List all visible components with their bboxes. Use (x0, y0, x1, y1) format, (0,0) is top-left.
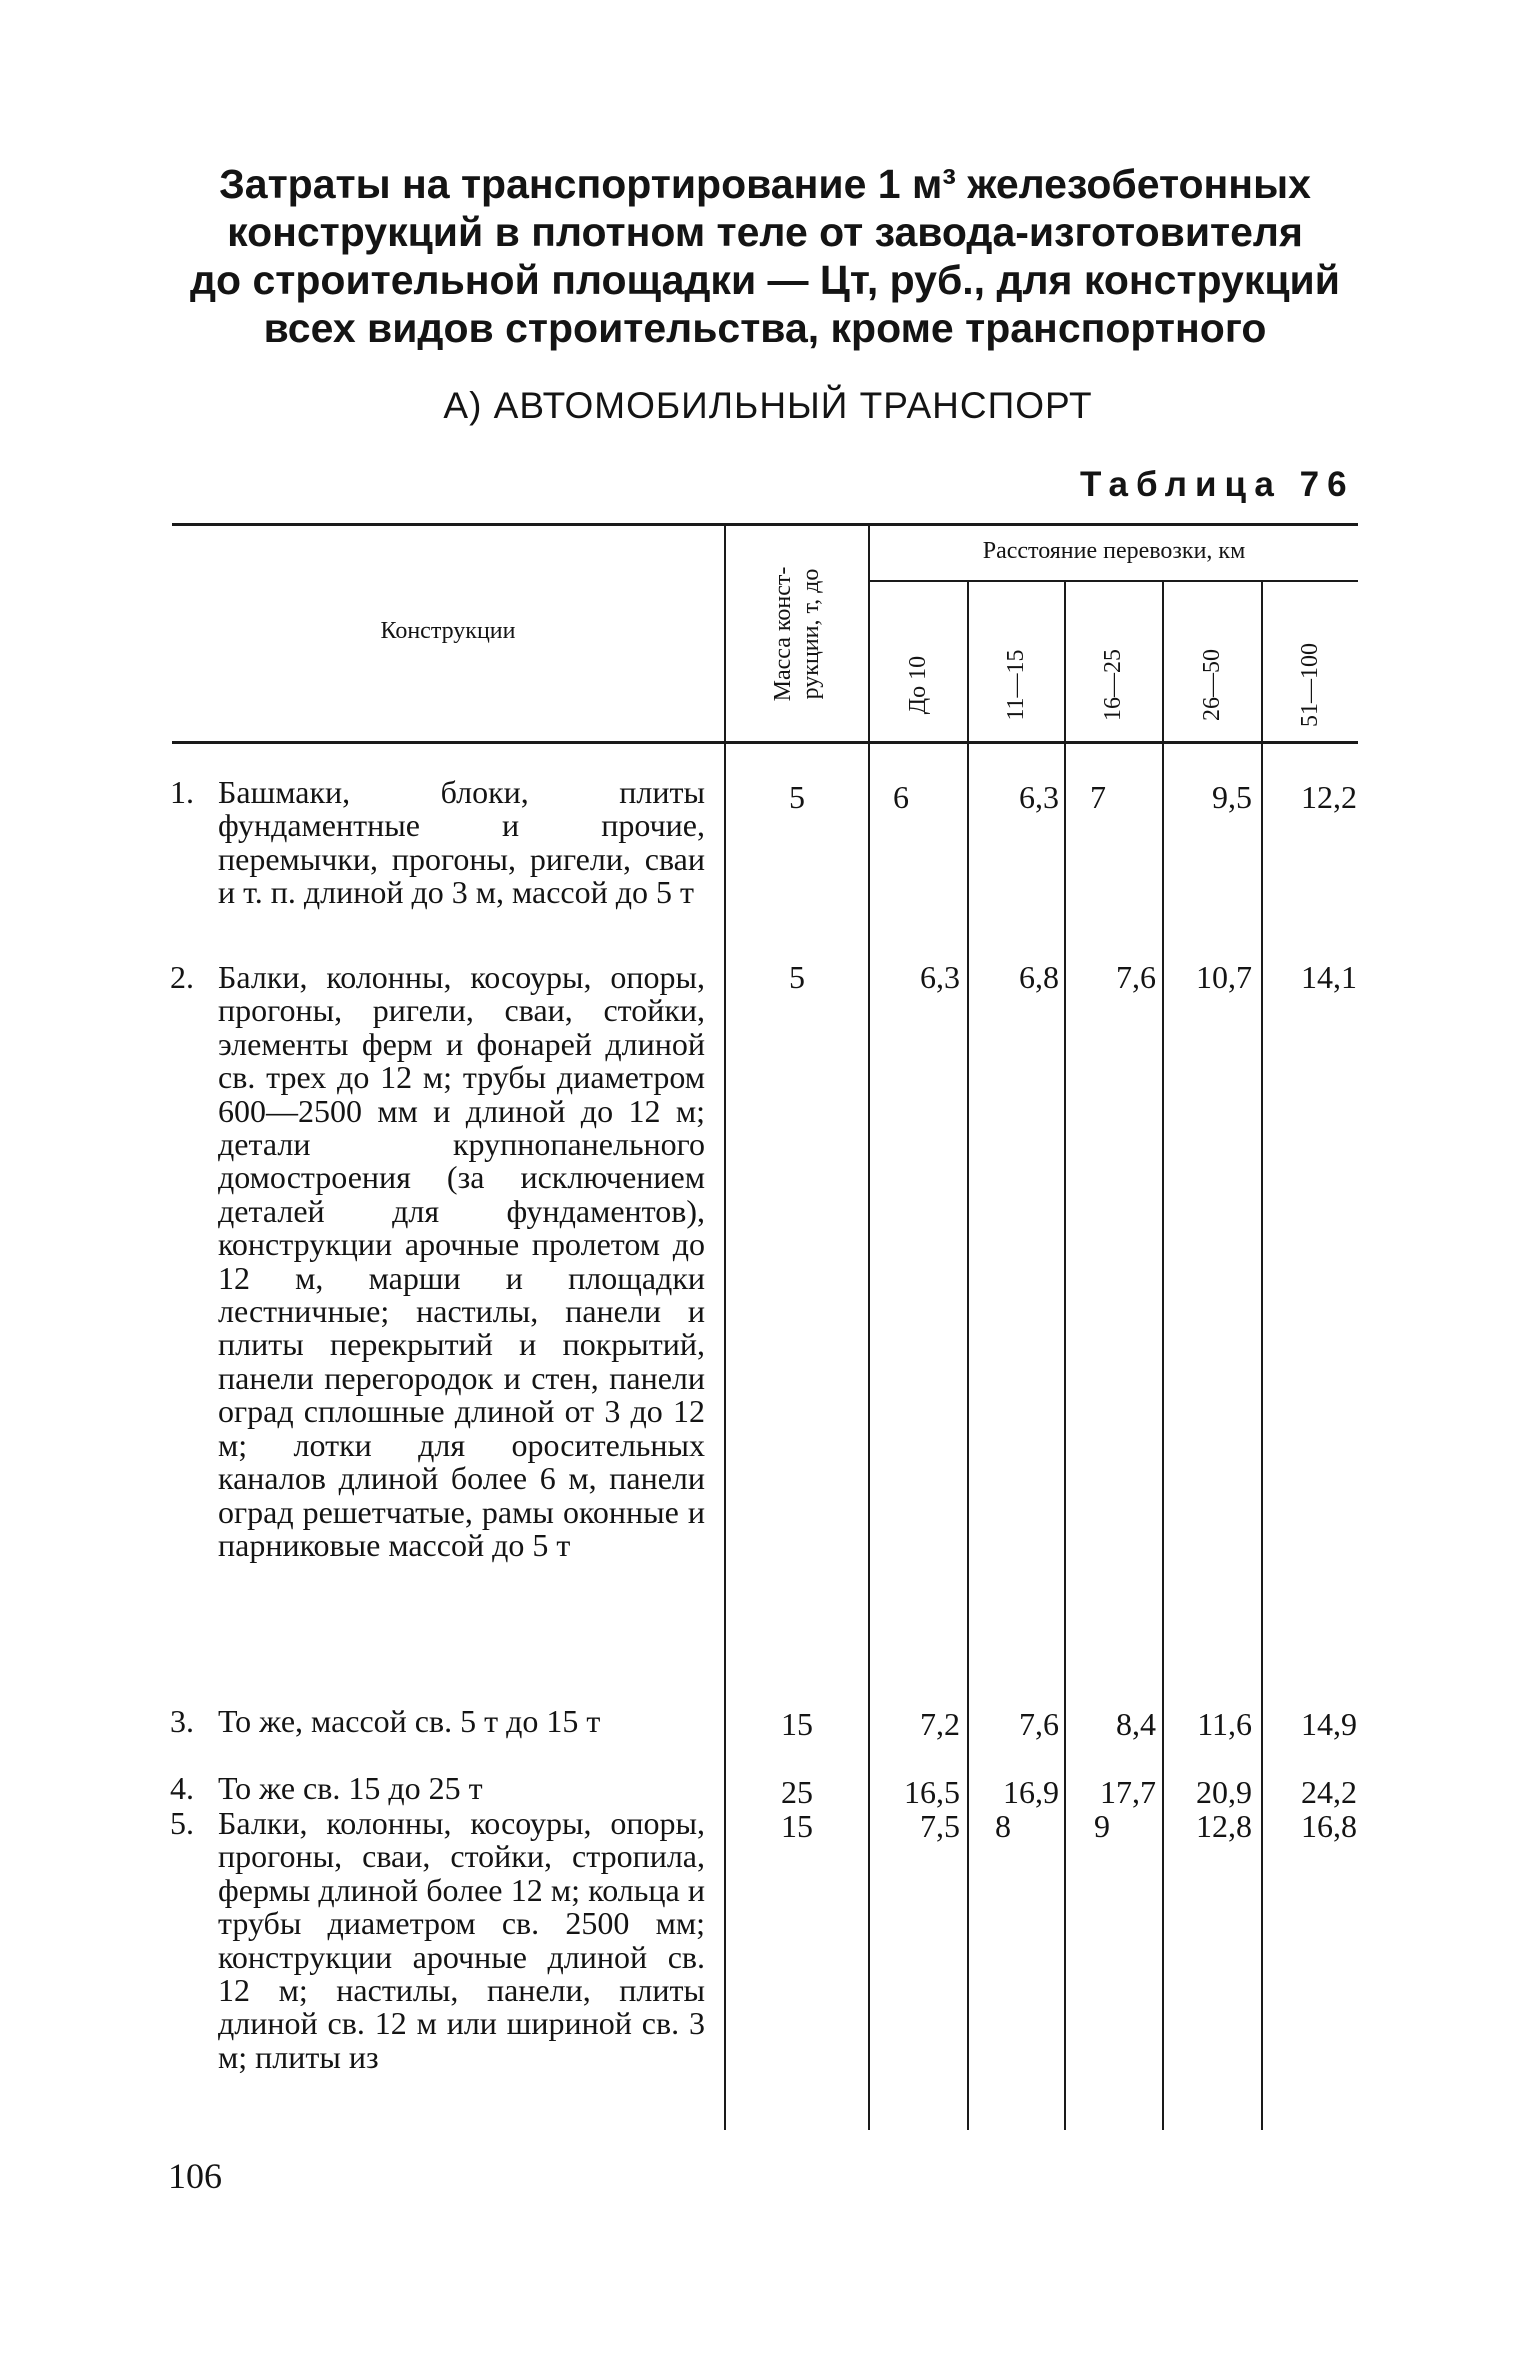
table-label: Таблица 76 (1080, 465, 1355, 504)
table-row (170, 1807, 705, 2074)
row-value: 6,3 (1019, 779, 1059, 815)
row-value: 7 (1090, 779, 1106, 815)
row-value: 10,7 (1196, 959, 1252, 995)
page-title (150, 160, 1380, 352)
table-row (170, 776, 705, 910)
row-text: То же, массой св. 5 т до 15 т (218, 1703, 601, 1739)
row-value: 14,9 (1301, 1706, 1357, 1742)
header-col-5: 51—100 (1297, 643, 1323, 727)
row-value: 6,8 (1019, 959, 1059, 995)
row-text: Балки, колонны, косоуры, опоры, прогоны, ригели, сваи, стойки, элементы ферм и фонарей длиной св. трех до 12 м; трубы диаметром 600—2500 мм и длиной до 12 м; детали крупнопанельного домостроения (за исключением деталей для фундаментов), конструкции арочные пролетом до 12 м, марши и площадки лестничные; настилы, панели и плиты перекрытий и покрытий, панели перегородок и стен, панели оград сплошные длиной от 3 до 12 м; лотки для оросительных каналов длиной более 6 м, панели оград решетчатые, рамы оконные и парниковые массой до 5 т (218, 959, 705, 1563)
row-value: 8,4 (1116, 1706, 1156, 1742)
row-number: 4. (170, 1770, 194, 1806)
title-line: всех видов строительства, кроме транспортного (263, 305, 1267, 351)
row-value: 16,5 (904, 1774, 960, 1810)
row-mass: 5 (789, 959, 805, 995)
row-mass: 15 (781, 1706, 813, 1742)
row-mass: 5 (789, 779, 805, 815)
row-number: 3. (170, 1703, 194, 1739)
row-value: 12,8 (1196, 1808, 1252, 1844)
row-mass: 25 (781, 1774, 813, 1810)
title-line: Затраты на транспортирование 1 м³ железобетонных (219, 161, 1311, 207)
header-mass (769, 567, 825, 702)
row-value: 7,5 (920, 1808, 960, 1844)
row-text: Балки, колонны, косоуры, опоры, прогоны, сваи, стойки, стропила, фермы длиной более 12 м; кольца и трубы диаметром св. 2500 мм; конструкции арочные длиной св. 12 м; настилы, панели, плиты длиной св. 12 м или шириной св. 3 м; плиты из (218, 1805, 705, 2075)
row-mass: 15 (781, 1808, 813, 1844)
header-constructions: Конструкции (380, 618, 516, 644)
row-value: 6,3 (920, 959, 960, 995)
row-number: 5. (170, 1805, 194, 1841)
row-value: 16,8 (1301, 1808, 1357, 1844)
table-row (170, 1772, 705, 1805)
row-value: 20,9 (1196, 1774, 1252, 1810)
row-value: 8 (995, 1808, 1011, 1844)
row-text: Башмаки, блоки, плиты фундаментные и прочие, перемычки, прогоны, ригели, сваи и т. п. длиной до 3 м, массой до 5 т (218, 774, 705, 911)
row-value: 7,6 (1116, 959, 1156, 995)
header-col-3: 16—25 (1100, 649, 1126, 721)
row-value: 24,2 (1301, 1774, 1357, 1810)
header-mass-line2: рукции, т, до (798, 568, 824, 700)
row-value: 7,2 (920, 1706, 960, 1742)
row-number: 2. (170, 959, 194, 995)
header-col-2: 11—15 (1003, 649, 1029, 721)
row-number: 1. (170, 774, 194, 810)
title-line: конструкций в плотном теле от завода-изготовителя (227, 209, 1303, 255)
table-row (170, 1705, 705, 1738)
header-distance: Расстояние перевозки, км (982, 538, 1246, 564)
row-value: 9 (1094, 1808, 1110, 1844)
row-value: 11,6 (1197, 1706, 1252, 1742)
header-col-1: До 10 (905, 655, 931, 715)
table-row (170, 961, 705, 1562)
row-value: 9,5 (1212, 779, 1252, 815)
header-mass-line1: Масса конст- (770, 566, 796, 702)
row-value: 16,9 (1003, 1774, 1059, 1810)
row-value: 14,1 (1301, 959, 1357, 995)
row-value: 12,2 (1301, 779, 1357, 815)
row-value: 17,7 (1100, 1774, 1156, 1810)
section-heading: А) АВТОМОБИЛЬНЫЙ ТРАНСПОРТ (443, 385, 1093, 426)
row-text: То же св. 15 до 25 т (218, 1770, 483, 1806)
row-value: 7,6 (1019, 1706, 1059, 1742)
page-number: 106 (168, 2156, 222, 2196)
row-value: 6 (893, 779, 909, 815)
header-col-4: 26—50 (1199, 649, 1225, 721)
title-line: до строительной площадки — Цт, руб., для конструкций (190, 257, 1340, 303)
